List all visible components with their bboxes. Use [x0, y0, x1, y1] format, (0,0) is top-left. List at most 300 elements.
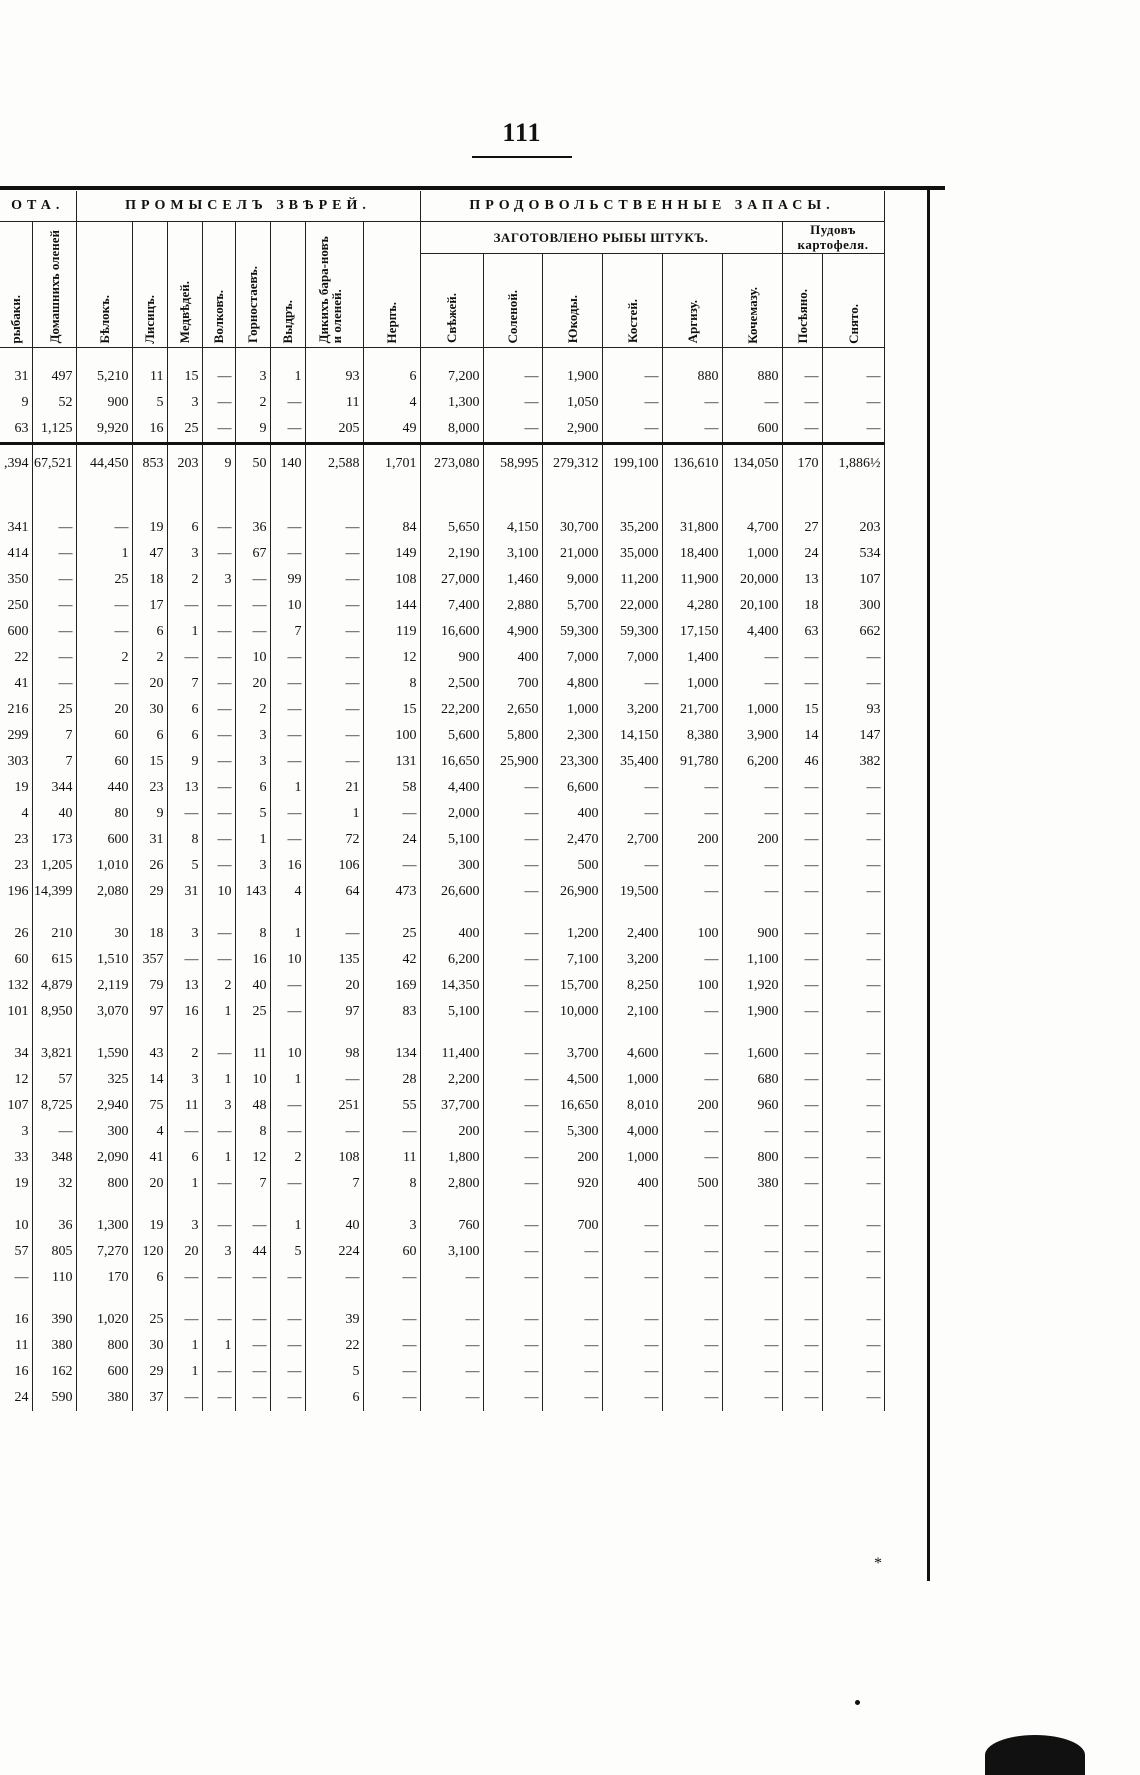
table-cell: — [167, 947, 202, 973]
spacer-cell [822, 499, 884, 515]
table-cell: 25 [235, 999, 270, 1025]
table-cell: 2 [167, 1041, 202, 1067]
table-cell: 25 [32, 697, 76, 723]
table-cell: 600 [0, 619, 32, 645]
table-cell: — [722, 390, 782, 416]
table-cell: 41 [132, 1145, 167, 1171]
table-cell: 4,400 [722, 619, 782, 645]
statistics-table-wrap [0, 191, 885, 1411]
table-cell: — [782, 879, 822, 905]
table-cell: 75 [132, 1093, 167, 1119]
table-cell: 63 [782, 619, 822, 645]
spacer-cell [822, 1197, 884, 1213]
spacer-row [0, 1197, 884, 1213]
table-cell: 6 [235, 775, 270, 801]
table-cell: — [32, 671, 76, 697]
table-cell: — [32, 593, 76, 619]
table-cell: 1 [167, 1333, 202, 1359]
table-cell: 5 [305, 1359, 363, 1385]
table-cell: — [822, 827, 884, 853]
table-cell: 1 [270, 921, 305, 947]
table-cell: 600 [76, 1359, 132, 1385]
table-cell: 1 [202, 1145, 235, 1171]
table-row [0, 947, 884, 973]
table-cell: 9 [235, 416, 270, 444]
table-cell: 60 [76, 723, 132, 749]
table-cell: — [305, 593, 363, 619]
table-cell: 23 [132, 775, 167, 801]
table-cell: — [363, 1333, 420, 1359]
spacer-cell [270, 1025, 305, 1041]
spacer-cell [782, 499, 822, 515]
table-cell: 3,100 [483, 541, 542, 567]
column-header: рыбаки. [0, 222, 32, 348]
spacer-cell [602, 905, 662, 921]
table-cell: 24 [0, 1385, 32, 1411]
table-cell: — [483, 1265, 542, 1291]
table-cell: 1,900 [722, 999, 782, 1025]
table-cell: — [782, 1333, 822, 1359]
table-cell: 30 [132, 697, 167, 723]
table-cell: 273,080 [420, 444, 483, 484]
table-cell: — [32, 619, 76, 645]
table-cell: — [602, 390, 662, 416]
table-cell: 2,880 [483, 593, 542, 619]
spacer-cell [722, 1025, 782, 1041]
table-cell: — [662, 775, 722, 801]
table-cell: 357 [132, 947, 167, 973]
table-cell: — [602, 364, 662, 390]
table-cell: 600 [722, 416, 782, 444]
table-cell: 1,020 [76, 1307, 132, 1333]
table-cell: 1 [167, 1359, 202, 1385]
table-cell: 26 [132, 853, 167, 879]
table-cell: 5,800 [483, 723, 542, 749]
table-cell: 8,950 [32, 999, 76, 1025]
ink-dot [855, 1700, 860, 1705]
table-cell: 134 [363, 1041, 420, 1067]
table-cell: 1,125 [32, 416, 76, 444]
table-cell: 3 [167, 1213, 202, 1239]
table-cell: 2,400 [602, 921, 662, 947]
table-cell: — [202, 1213, 235, 1239]
table-cell: — [822, 1307, 884, 1333]
table-cell: — [722, 1119, 782, 1145]
table-cell: 29 [132, 1359, 167, 1385]
right-border-rule [927, 186, 930, 1581]
table-cell: — [782, 947, 822, 973]
spacer-cell [420, 905, 483, 921]
table-cell: — [76, 593, 132, 619]
table-cell: — [602, 1213, 662, 1239]
table-cell: 9 [132, 801, 167, 827]
table-cell: 4 [132, 1119, 167, 1145]
table-cell: 2 [202, 973, 235, 999]
table-cell: 6 [167, 1145, 202, 1171]
table-cell: — [782, 1093, 822, 1119]
table-cell: 1,205 [32, 853, 76, 879]
table-cell: 19,500 [602, 879, 662, 905]
spacer-cell [542, 483, 602, 499]
table-cell: 14 [132, 1067, 167, 1093]
table-cell: 80 [76, 801, 132, 827]
table-cell: 25 [76, 567, 132, 593]
table-cell: — [782, 775, 822, 801]
table-cell: — [662, 1067, 722, 1093]
table-cell: 3 [235, 853, 270, 879]
table-cell: 5,100 [420, 999, 483, 1025]
table-cell: — [483, 1359, 542, 1385]
table-cell: — [202, 921, 235, 947]
table-cell: — [305, 645, 363, 671]
table-cell: — [305, 749, 363, 775]
spacer-cell [420, 1291, 483, 1307]
table-cell: — [305, 515, 363, 541]
spacer-cell [0, 499, 32, 515]
column-header: Нерпъ. [363, 222, 420, 348]
table-cell: 173 [32, 827, 76, 853]
table-cell: 42 [363, 947, 420, 973]
spacer-cell [542, 499, 602, 515]
table-cell: 7,100 [542, 947, 602, 973]
spacer-cell [202, 483, 235, 499]
table-cell: — [662, 801, 722, 827]
table-cell: 473 [363, 879, 420, 905]
spacer-cell [76, 483, 132, 499]
table-cell: 1,510 [76, 947, 132, 973]
table-cell: 19 [132, 1213, 167, 1239]
column-header: Юкоды. [542, 254, 602, 348]
table-cell: 10 [0, 1213, 32, 1239]
table-cell: 144 [363, 593, 420, 619]
table-cell: 8,250 [602, 973, 662, 999]
table-cell: — [32, 1119, 76, 1145]
table-cell: 600 [76, 827, 132, 853]
table-cell: 14,399 [32, 879, 76, 905]
table-cell: — [782, 1359, 822, 1385]
table-cell: 2 [132, 645, 167, 671]
table-cell: 20,100 [722, 593, 782, 619]
spacer-cell [0, 348, 32, 365]
table-cell: 57 [32, 1067, 76, 1093]
table-cell: — [270, 645, 305, 671]
table-cell: 1 [270, 1067, 305, 1093]
table-row [0, 390, 884, 416]
table-top-rule [0, 186, 945, 190]
table-cell: 6 [305, 1385, 363, 1411]
table-cell: 400 [483, 645, 542, 671]
table-cell: 1 [305, 801, 363, 827]
table-cell: 22,200 [420, 697, 483, 723]
table-cell: 6 [132, 723, 167, 749]
table-row [0, 1307, 884, 1333]
table-cell: 200 [722, 827, 782, 853]
table-cell: 7 [167, 671, 202, 697]
table-cell: 8 [363, 1171, 420, 1197]
table-cell: 10 [235, 1067, 270, 1093]
spacer-row [0, 1025, 884, 1041]
table-cell: — [0, 1265, 32, 1291]
table-cell: 4,800 [542, 671, 602, 697]
table-cell: 60 [0, 947, 32, 973]
table-cell: — [235, 1333, 270, 1359]
table-cell: 5,100 [420, 827, 483, 853]
table-cell: 3 [167, 541, 202, 567]
column-header: Медвѣдей. [167, 222, 202, 348]
spacer-cell [305, 905, 363, 921]
table-row [0, 1333, 884, 1359]
table-cell: 11 [363, 1145, 420, 1171]
spacer-cell [76, 499, 132, 515]
table-cell: 534 [822, 541, 884, 567]
table-cell: 9 [202, 444, 235, 484]
table-cell: 22 [0, 645, 32, 671]
table-cell: 3 [167, 1067, 202, 1093]
table-cell: 11 [0, 1333, 32, 1359]
table-cell: — [602, 416, 662, 444]
table-row [0, 1119, 884, 1145]
spacer-cell [602, 1291, 662, 1307]
table-cell: 20 [132, 1171, 167, 1197]
column-header: Снято. [822, 254, 884, 348]
spacer-cell [662, 1291, 722, 1307]
table-cell: 15 [363, 697, 420, 723]
table-cell: — [822, 973, 884, 999]
table-cell: — [305, 1265, 363, 1291]
table-cell: — [602, 1239, 662, 1265]
table-cell: 325 [76, 1067, 132, 1093]
table-cell: 6,600 [542, 775, 602, 801]
table-cell: — [602, 1359, 662, 1385]
table-cell: 58,995 [483, 444, 542, 484]
table-cell: 344 [32, 775, 76, 801]
table-cell: 63 [0, 416, 32, 444]
table-cell: — [722, 1239, 782, 1265]
table-cell: 55 [363, 1093, 420, 1119]
spacer-cell [235, 1025, 270, 1041]
table-cell: — [602, 671, 662, 697]
table-row [0, 973, 884, 999]
table-cell: — [235, 1385, 270, 1411]
table-cell: — [363, 1307, 420, 1333]
table-cell: — [662, 999, 722, 1025]
table-cell: — [202, 390, 235, 416]
table-cell: 8,725 [32, 1093, 76, 1119]
table-cell: 16,600 [420, 619, 483, 645]
table-cell: — [722, 1307, 782, 1333]
table-cell: 6 [132, 1265, 167, 1291]
table-row [0, 827, 884, 853]
spacer-cell [167, 499, 202, 515]
total-row [0, 444, 884, 484]
spacer-cell [132, 1025, 167, 1041]
table-cell: 1 [235, 827, 270, 853]
table-cell: 7 [235, 1171, 270, 1197]
table-cell: 3,100 [420, 1239, 483, 1265]
table-cell: — [270, 827, 305, 853]
table-cell: 2,940 [76, 1093, 132, 1119]
table-cell: 2,100 [602, 999, 662, 1025]
table-cell: 2,700 [602, 827, 662, 853]
spacer-cell [722, 483, 782, 499]
spacer-cell [132, 1197, 167, 1213]
table-cell: — [76, 671, 132, 697]
table-cell: 5 [235, 801, 270, 827]
table-cell: 880 [662, 364, 722, 390]
table-cell: 8 [363, 671, 420, 697]
table-cell: 1,400 [662, 645, 722, 671]
spacer-cell [167, 483, 202, 499]
table-cell: 205 [305, 416, 363, 444]
table-cell: 9,920 [76, 416, 132, 444]
table-cell: 15,700 [542, 973, 602, 999]
table-cell: — [270, 723, 305, 749]
table-cell: — [822, 1067, 884, 1093]
table-row [0, 1385, 884, 1411]
table-cell: — [822, 947, 884, 973]
table-cell: — [202, 749, 235, 775]
table-cell: 6,200 [722, 749, 782, 775]
table-cell: 210 [32, 921, 76, 947]
table-cell: — [270, 671, 305, 697]
statistics-table [0, 191, 885, 1411]
spacer-row [0, 499, 884, 515]
spacer-cell [235, 499, 270, 515]
table-cell: 16 [270, 853, 305, 879]
table-cell: 49 [363, 416, 420, 444]
table-cell: — [822, 1093, 884, 1119]
spacer-cell [542, 1291, 602, 1307]
spacer-row [0, 483, 884, 499]
spacer-row [0, 348, 884, 365]
spacer-cell [420, 1197, 483, 1213]
spacer-cell [0, 483, 32, 499]
table-cell: 24 [363, 827, 420, 853]
table-cell: 5 [167, 853, 202, 879]
table-cell: 11 [167, 1093, 202, 1119]
table-cell: 7 [305, 1171, 363, 1197]
table-cell: 1 [270, 775, 305, 801]
table-cell: — [270, 390, 305, 416]
spacer-cell [167, 905, 202, 921]
table-cell: 18 [132, 567, 167, 593]
table-cell: 13 [782, 567, 822, 593]
table-cell: 108 [363, 567, 420, 593]
table-cell: 93 [305, 364, 363, 390]
page-number: 111 [502, 118, 542, 147]
table-cell: 108 [305, 1145, 363, 1171]
page-number-rule [472, 156, 572, 158]
spacer-cell [363, 1197, 420, 1213]
table-cell: — [602, 775, 662, 801]
table-row [0, 645, 884, 671]
table-cell: 4 [270, 879, 305, 905]
table-row [0, 1171, 884, 1197]
table-cell: 10 [270, 947, 305, 973]
table-cell: 1,000 [602, 1067, 662, 1093]
table-cell: 2,000 [420, 801, 483, 827]
table-cell: 2 [235, 390, 270, 416]
spacer-cell [483, 1025, 542, 1041]
table-cell: — [202, 723, 235, 749]
table-cell: 18 [132, 921, 167, 947]
table-cell: 1,000 [542, 697, 602, 723]
table-cell: 26 [0, 921, 32, 947]
spacer-cell [602, 348, 662, 365]
table-cell: 23 [0, 827, 32, 853]
table-cell: 1 [270, 1213, 305, 1239]
table-cell: 143 [235, 879, 270, 905]
table-cell: — [782, 416, 822, 444]
table-cell: — [270, 749, 305, 775]
table-cell: — [270, 1307, 305, 1333]
table-cell: 341 [0, 515, 32, 541]
table-cell: 200 [662, 827, 722, 853]
table-cell: 700 [542, 1213, 602, 1239]
table-cell: 132 [0, 973, 32, 999]
table-cell: 34 [0, 1041, 32, 1067]
table-cell: 279,312 [542, 444, 602, 484]
table-cell: — [602, 1265, 662, 1291]
spacer-cell [483, 1291, 542, 1307]
table-cell: 14,150 [602, 723, 662, 749]
table-cell: 10 [270, 1041, 305, 1067]
spacer-cell [270, 499, 305, 515]
table-cell: — [483, 801, 542, 827]
table-cell: 7,400 [420, 593, 483, 619]
table-cell: 203 [822, 515, 884, 541]
table-cell: — [420, 1385, 483, 1411]
table-cell: — [822, 879, 884, 905]
table-cell: 57 [0, 1239, 32, 1265]
table-cell: 1 [202, 1333, 235, 1359]
table-cell: 680 [722, 1067, 782, 1093]
spacer-cell [305, 499, 363, 515]
spacer-cell [662, 348, 722, 365]
table-cell: 20 [132, 671, 167, 697]
table-cell: 12 [0, 1067, 32, 1093]
table-cell: — [420, 1307, 483, 1333]
table-cell: — [167, 1119, 202, 1145]
column-header: Свѣжей. [420, 254, 483, 348]
table-cell: — [483, 364, 542, 390]
table-cell: — [270, 515, 305, 541]
spacer-cell [363, 483, 420, 499]
table-cell: — [202, 1359, 235, 1385]
table-cell: 21,700 [662, 697, 722, 723]
table-cell: — [420, 1265, 483, 1291]
footer-mark: * [874, 1555, 882, 1572]
spacer-cell [722, 1197, 782, 1213]
table-cell: 149 [363, 541, 420, 567]
spacer-cell [602, 499, 662, 515]
table-cell: 2,190 [420, 541, 483, 567]
table-row [0, 619, 884, 645]
table-cell: 8,380 [662, 723, 722, 749]
table-cell: 2,300 [542, 723, 602, 749]
table-cell: 31 [0, 364, 32, 390]
table-cell: — [483, 947, 542, 973]
table-cell: — [782, 1265, 822, 1291]
table-cell: 440 [76, 775, 132, 801]
spacer-cell [782, 905, 822, 921]
table-cell: — [722, 1265, 782, 1291]
hunting-group-header: ПРОМЫСЕЛЪ ЗВѢРЕЙ. [76, 191, 420, 222]
spacer-cell [202, 1291, 235, 1307]
table-cell: 16 [235, 947, 270, 973]
table-cell: — [202, 515, 235, 541]
table-cell: — [202, 1307, 235, 1333]
